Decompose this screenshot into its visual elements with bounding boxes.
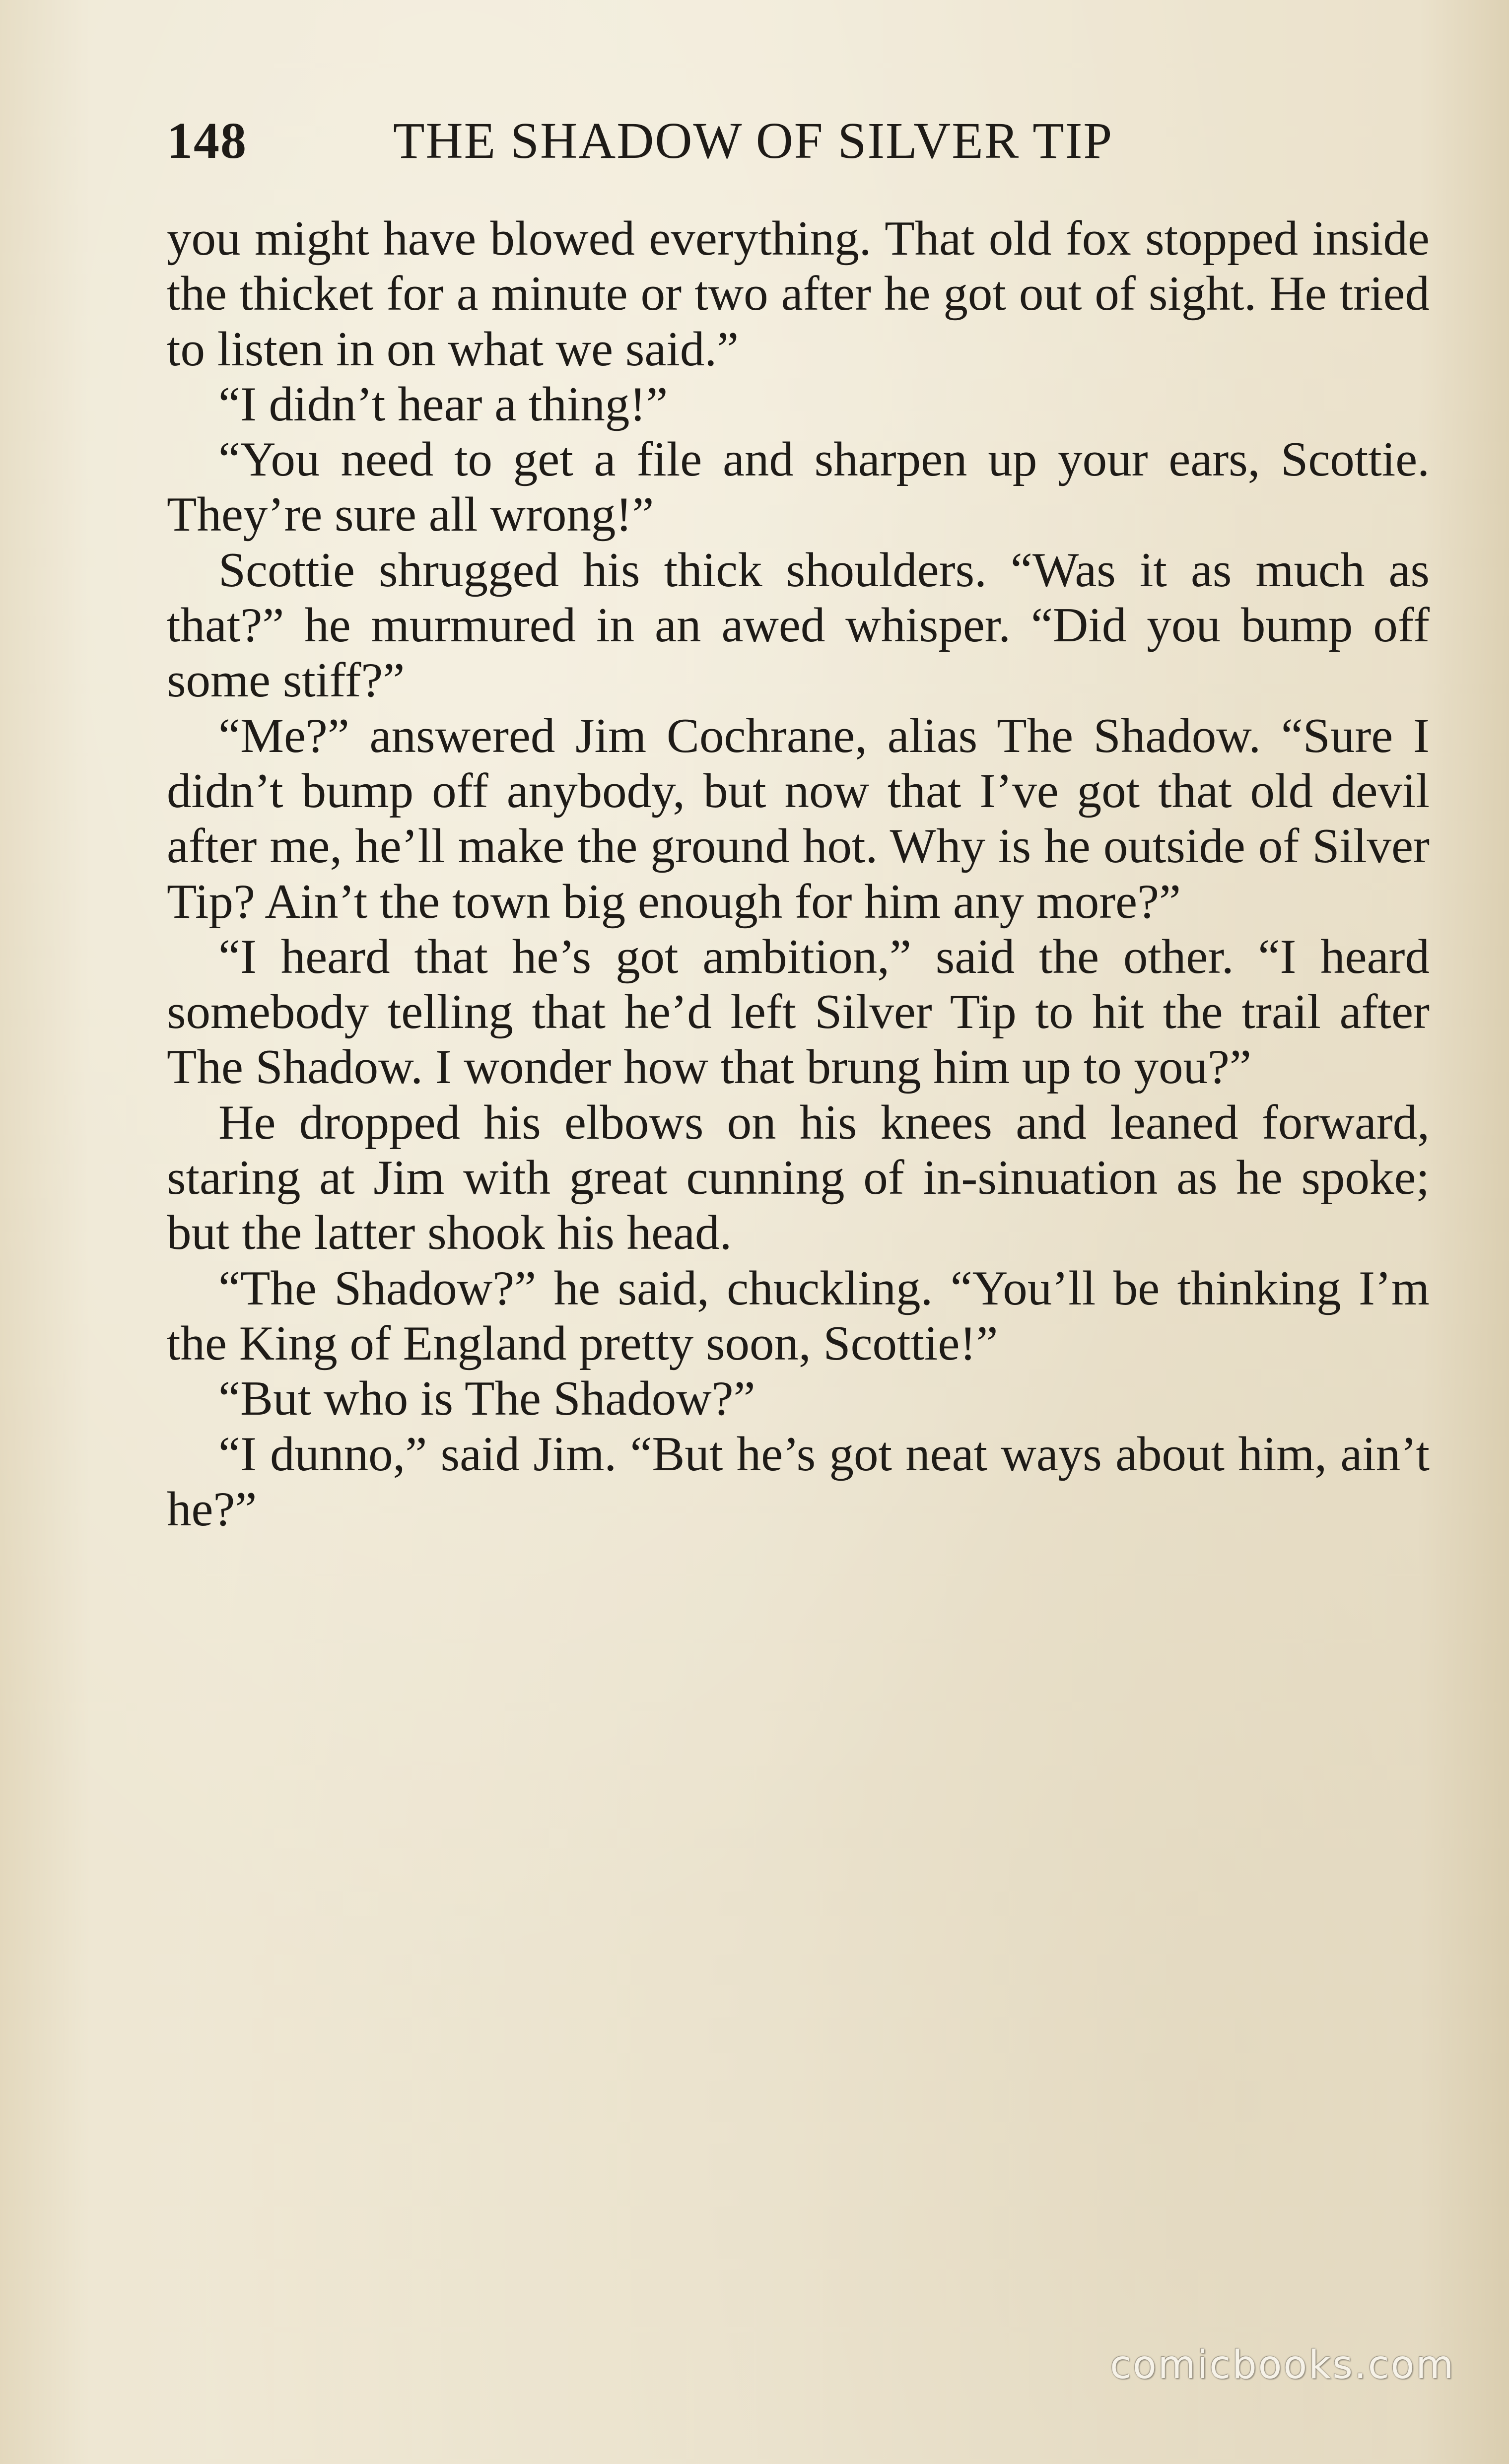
paragraph: “But who is The Shadow?”	[218, 1371, 755, 1426]
book-title: THE SHADOW OF SILVER TIP	[393, 112, 1113, 169]
paragraph: Scottie shrugged his thick shoulders. “Was it as much as that?” he murmured in an awed whisper. “Did you bump off some stiff?”	[167, 543, 1430, 708]
page-number: 148	[167, 112, 247, 169]
paragraph: you might have blowed everything. That old fox stopped inside the thicket for a minute or two after he got out of sight. He tried to listen in on what we said.”	[167, 211, 1430, 376]
paragraph: He dropped his elbows on his knees and leaned forward, staring at Jim with great cunning of in-sinuation as he spoke; but the latter shook his head.	[167, 1095, 1430, 1260]
paragraph: “I heard that he’s got ambition,” said the other. “I heard somebody telling that he’d left Silver Tip to hit the trail after The Shadow. I wonder how that brung him up to you?”	[167, 929, 1430, 1095]
running-head	[167, 106, 1428, 176]
paragraph: “You need to get a file and sharpen up your ears, Scottie. They’re sure all wrong!”	[167, 432, 1430, 542]
paragraph: “I didn’t hear a thing!”	[218, 377, 668, 431]
paragraph: “The Shadow?” he said, chuckling. “You’ll be thinking I’m the King of England pretty soon, Scottie!”	[167, 1261, 1430, 1370]
watermark: comicbooks.com	[1110, 2343, 1455, 2388]
paragraph: “I dunno,” said Jim. “But he’s got neat ways about him, ain’t he?”	[167, 1427, 1430, 1536]
body-text	[167, 211, 1430, 1537]
paragraph: “Me?” answered Jim Cochrane, alias The Shadow. “Sure I didn’t bump off anybody, but now that I’ve got that old devil after me, he’ll make the ground hot. Why is he outside of Silver Tip? Ain’t the town big enough for him any more?”	[167, 708, 1430, 929]
